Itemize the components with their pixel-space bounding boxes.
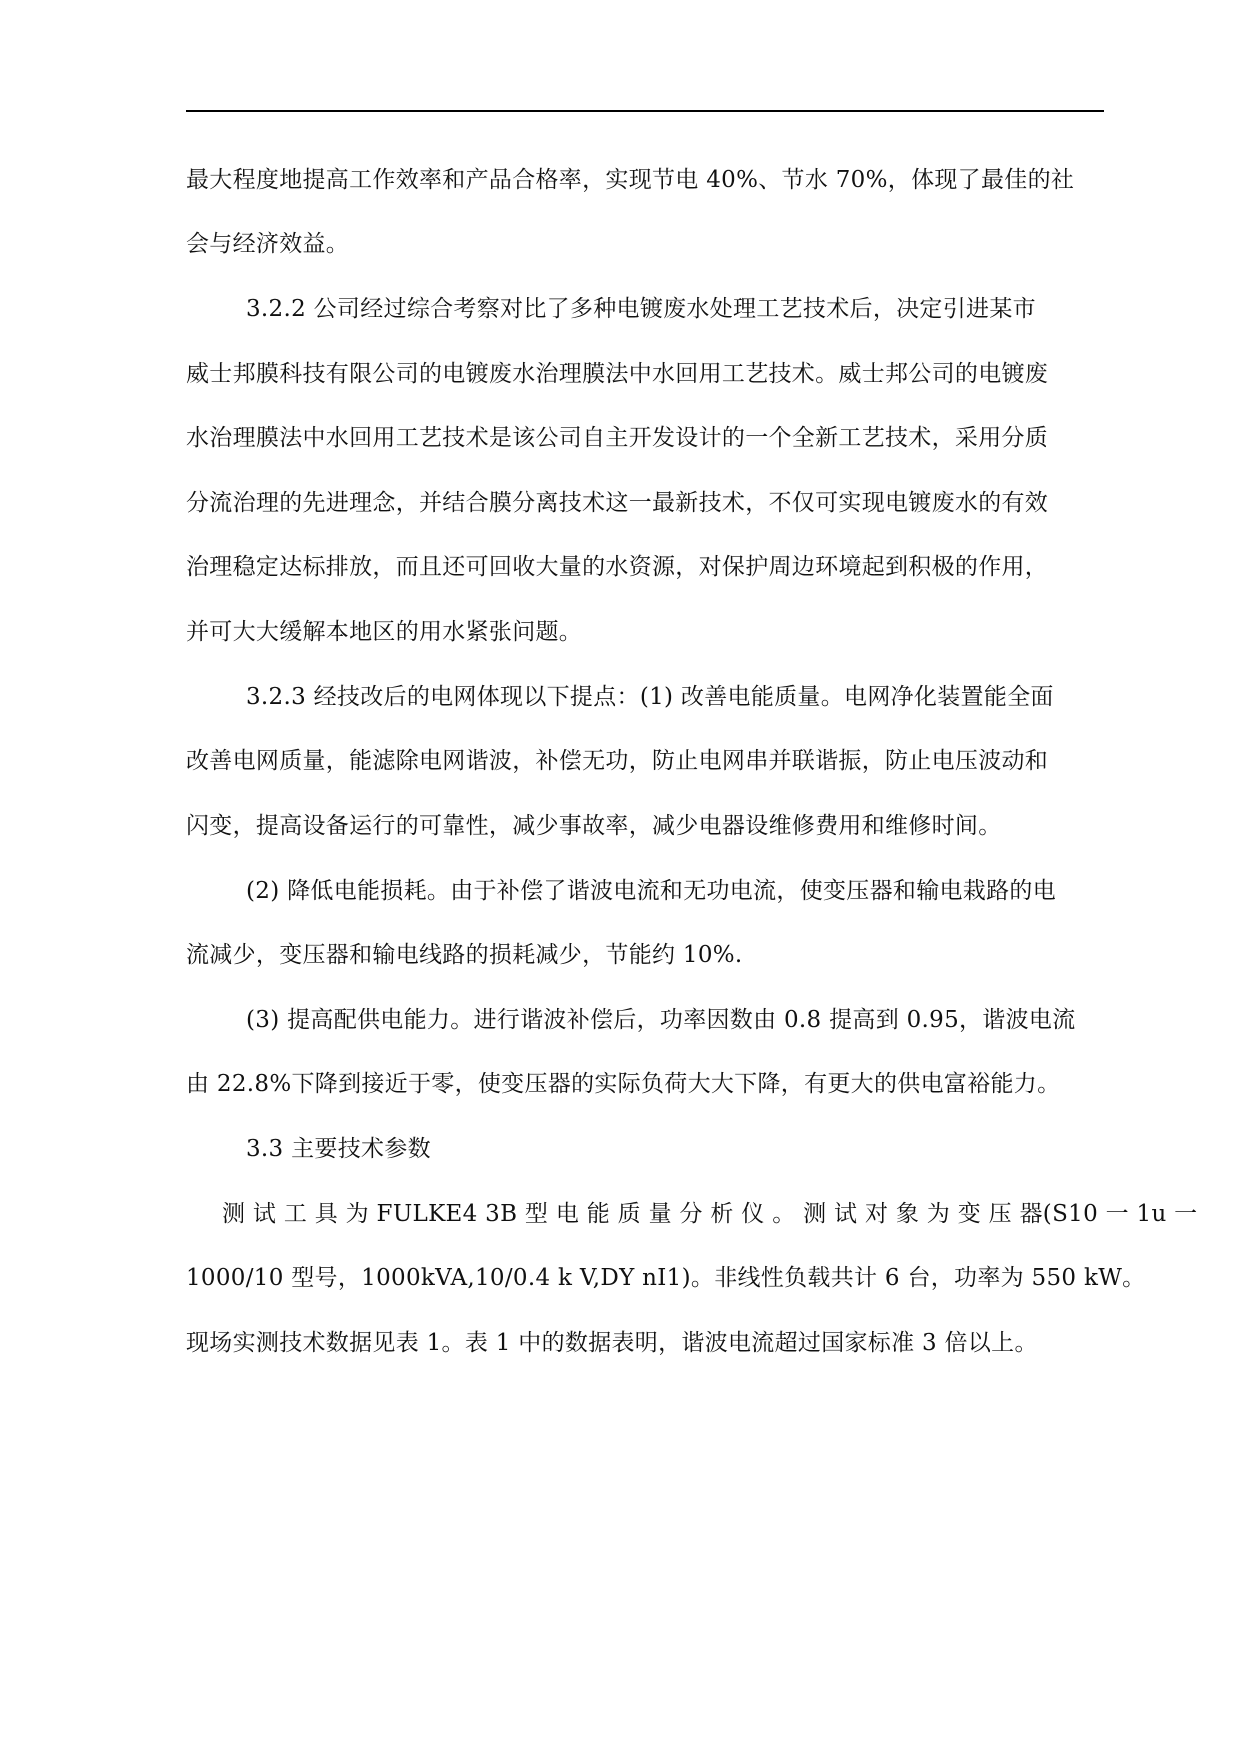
section-3-3-heading: 3.3 主要技术参数 — [246, 1136, 431, 1162]
item-2-line-2: 流减少，变压器和输电线路的损耗减少，节能约 10%. — [186, 942, 743, 968]
section-3-2-2-line-5: 治理稳定达标排放，而且还可回收大量的水资源，对保护周边环境起到积极的作用， — [186, 554, 1049, 580]
test-tools-line-2: 1000/10 型号，1000kVA,10/0.4 k V,DY nI1)。非线性负载共计 6 台，功率为 550 kW。 — [186, 1265, 1146, 1291]
section-3-2-2-line-1: 3.2.2 公司经过综合考察对比了多种电镀废水处理工艺技术后，决定引进某市 — [246, 296, 1036, 322]
body-line-1: 最大程度地提高工作效率和产品合格率，实现节电 40%、节水 70%，体现了最佳的社 — [186, 167, 1075, 193]
section-3-2-2-line-2: 威士邦膜科技有限公司的电镀废水治理膜法中水回用工艺技术。威士邦公司的电镀废 — [186, 361, 1049, 387]
section-3-2-2-line-4: 分流治理的先进理念，并结合膜分离技术这一最新技术，不仅可实现电镀废水的有效 — [186, 490, 1049, 516]
item-3-line-2: 由 22.8%下降到接近于零，使变压器的实际负荷大大下降，有更大的供电富裕能力。 — [186, 1071, 1061, 1097]
section-3-2-2-line-3: 水治理膜法中水回用工艺技术是该公司自主开发设计的一个全新工艺技术，采用分质 — [186, 425, 1049, 451]
item-2-line-1: (2) 降低电能损耗。由于补偿了谐波电流和无功电流，使变压器和输电栽路的电 — [246, 878, 1056, 904]
test-tools-line-3: 现场实测技术数据见表 1。表 1 中的数据表明，谐波电流超过国家标准 3 倍以上。 — [186, 1330, 1038, 1356]
section-3-2-3-line-3: 闪变，提高设备运行的可靠性，减少事故率，减少电器设维修费用和维修时间。 — [186, 813, 1002, 839]
section-3-2-3-line-2: 改善电网质量，能滤除电网谐波，补偿无功，防止电网串并联谐振，防止电压波动和 — [186, 748, 1049, 774]
section-3-2-3-line-1: 3.2.3 经技改后的电网体现以下提点：(1) 改善电能质量。电网净化装置能全面 — [246, 684, 1054, 710]
item-3-line-1: (3) 提高配供电能力。进行谐波补偿后，功率因数由 0.8 提高到 0.95，谐波电流 — [246, 1007, 1076, 1033]
test-tools-line-1: 测 试 工 具 为 FULKE4 3B 型 电 能 质 量 分 析 仪 。 测 试 对 象 为 变 压 器(S10 一 1u 一 — [222, 1201, 1198, 1227]
header-rule — [186, 110, 1104, 112]
body-line-2: 会与经济效益。 — [186, 231, 350, 257]
section-3-2-2-line-6: 并可大大缓解本地区的用水紧张问题。 — [186, 619, 583, 645]
